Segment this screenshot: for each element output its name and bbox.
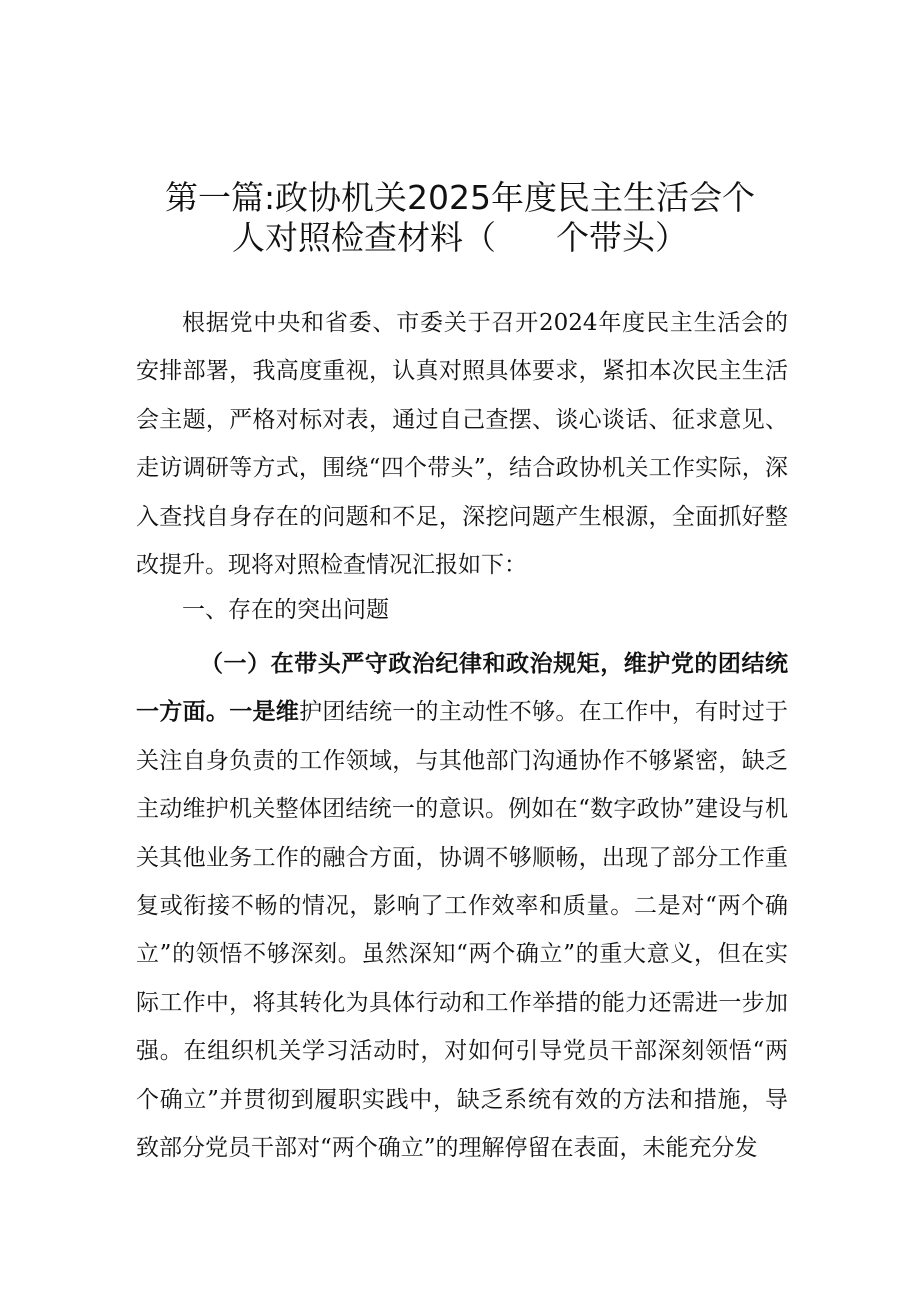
point-one-text: 护团结统一的主动性不够。在工作中，有时过于关注自身负责的工作领域，与其他部门沟通协作不够紧密，缺乏主动维护机关整体团结统一的意识。例如在“数字政协”建设与机关其他业务工作的融合方面，协调不够顺畅，出现了部分工作重复或衔接不畅的情况，影响了工作效率和质量。二是对“两个确立”的领悟不够深刻。虽然深知“两个确立”的重大意义，但在实际工作中，将其转化为具体行动和工作举措的能力还需进一步加强。在组织机关学习活动时，对如何引导党员干部深刻领悟“两个确立”并贯彻到履职实践中，缺乏系统有效的方法和措施，导致部分党员干部对“两个确立”的理解停留在表面，未能充分发 <box>136 699 789 1162</box>
document-title-line-2 <box>60 218 860 258</box>
document-title-line-1 <box>60 178 860 218</box>
title-line-1-text: 第一篇:政协机关2025年度民主生活会个 <box>164 178 756 217</box>
title-line-2-part-1: 人对照检查材料（ <box>232 218 496 257</box>
intro-paragraph: 根据党中央和省委、市委关于召开2024年度民主生活会的安排部署，我高度重视，认真对照具体要求，紧扣本次民主生活会主题，严格对标对表，通过自己查摆、谈心谈话、征求意见、走访调研等方式，围绕“四个带头”，结合政协机关工作实际，深入查找自身存在的问题和不足，深挖问题产生根源，全面抓好整改提升。现将对照检查情况汇报如下： <box>136 310 788 579</box>
subsection-heading: （一）在带头严守政治纪律和政治规矩，维护党的团结统一方面。 <box>136 650 788 726</box>
point-one-label: 一是维 <box>229 698 300 726</box>
title-line-2-part-2: 个带头） <box>556 218 688 257</box>
subsection-paragraph <box>136 640 788 1172</box>
section-heading: 一、存在的突出问题 <box>182 597 389 623</box>
